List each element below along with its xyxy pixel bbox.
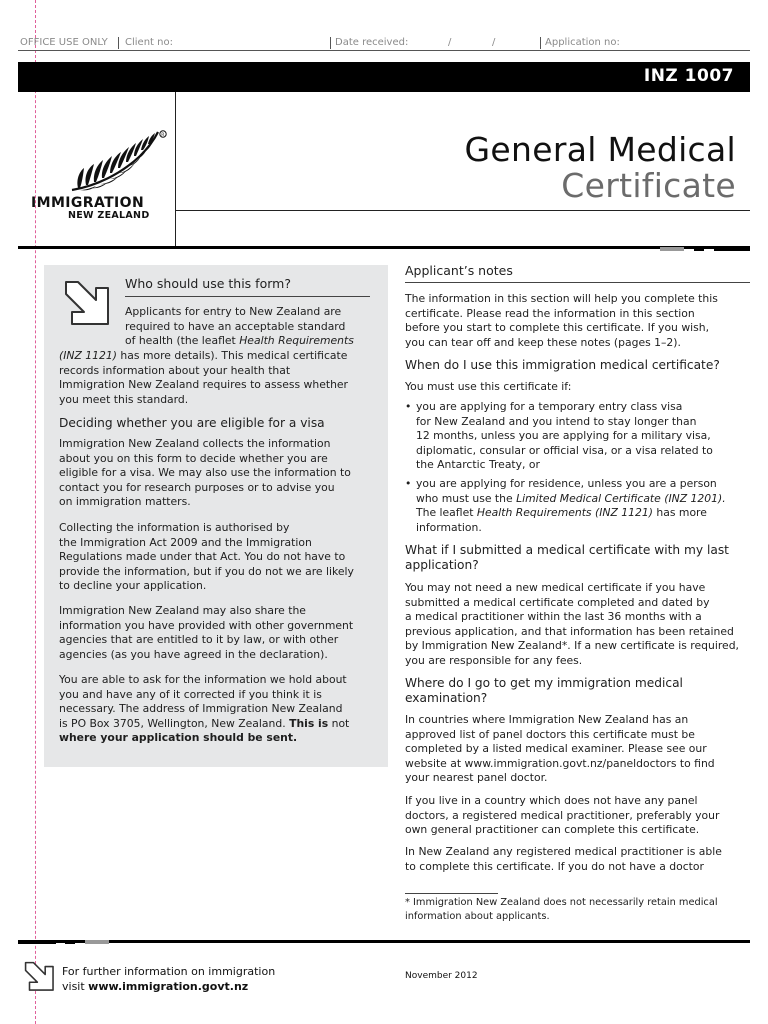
deciding-p4-not: not — [328, 716, 350, 730]
header-vertical-divider — [175, 92, 176, 247]
applicants-notes-title: Applicant’s notes — [405, 263, 513, 278]
logo-new-zealand: NEW ZEALAND — [68, 210, 150, 221]
logo-immigration: IMMIGRATION — [31, 195, 145, 211]
notes-title-rule — [405, 282, 750, 283]
footer-date: November 2012 — [405, 971, 478, 981]
question-when-use-lead: You must use this certificate if: — [405, 380, 572, 393]
footer-dash — [65, 940, 75, 944]
tear-off-cut-line — [35, 0, 36, 1024]
footnote: * Immigration New Zealand does not necessarily retain medical information about applicants. — [405, 897, 718, 922]
who-heading-rule — [125, 296, 370, 297]
question-where-go: Where do I go to get my immigration medical examination? — [405, 676, 683, 705]
bullet-residence-limited: Limited Medical Certificate (INZ 1201). — [516, 491, 726, 505]
bullet-temporary-visa: you are applying for a temporary entry class visa for New Zealand and you intend to stay longer than 12 months, unless you are applying for a military visa, diplomatic, consular or official visa, or a visa related to the Antarctic Treaty, or — [416, 400, 713, 472]
deciding-paragraph-2: Collecting the information is authorised by the Immigration Act 2009 and the Immigration Regulations made under that Act. You do not have to provide the information, but if you do not we are likely to decline your application. — [59, 521, 354, 593]
bullet-mark: • — [405, 400, 412, 413]
bullet-residence-b: The leaflet — [416, 506, 474, 520]
deciding-paragraph-1: Immigration New Zealand collects the information about you on this form to decide whether you are eligible for a visa. We may also use the information to contact you for research purposes or to advise you on immigration matters. — [59, 437, 351, 509]
bullet-residence-a: you are applying for residence, unless you are a person who must use the — [416, 477, 717, 505]
bullet-mark: • — [405, 477, 412, 490]
title-underline — [175, 210, 750, 211]
who-text-leaflet: Health Requirements — [239, 334, 354, 348]
header-dash — [714, 247, 750, 251]
who-text-a: Applicants for entry to New Zealand are required to have an acceptable standard of health (the leaflet — [125, 305, 346, 348]
deciding-p4-bold1: This is — [289, 716, 329, 730]
deciding-paragraph-4 — [59, 673, 379, 746]
form-number: INZ 1007 — [643, 66, 734, 86]
footer-dash — [18, 940, 56, 944]
who-should-use-heading: Who should use this form? — [125, 276, 291, 291]
office-use-label: OFFICE USE ONLY — [20, 37, 108, 48]
form-title-line-1: General Medical — [464, 130, 736, 169]
header-dash — [660, 247, 684, 251]
question-submitted-before: What if I submitted a medical certificate with my last application? — [405, 543, 729, 572]
who-text-b: has more details). This medical certificate records information about your health that Immigration New Zealand requires to assess whether you meet this standard. — [59, 349, 349, 406]
office-use-strip — [18, 34, 750, 51]
answer-where-go-2: If you live in a country which does not have any panel doctors, a registered medical practitioner, preferably your own general practitioner can complete this certificate. — [405, 794, 720, 837]
footer-website-link[interactable]: www.immigration.govt.nz — [88, 979, 249, 993]
application-no-label: Application no: — [545, 37, 620, 48]
date-slash-2: / — [492, 37, 496, 48]
answer-where-go-3: In New Zealand any registered medical practitioner is able to complete this certificate. If you do not have a doctor — [405, 845, 722, 873]
header-dash — [694, 247, 704, 251]
footnote-rule — [405, 893, 498, 894]
deciding-paragraph-3: Immigration New Zealand may also share the information you have provided with other government agencies that are entitled to it by law, or with other agencies (as you have agreed in the declaration). — [59, 604, 354, 661]
date-slash-1: / — [448, 37, 452, 48]
footer-info — [62, 965, 275, 994]
deciding-p4-text: You are able to ask for the information we hold about you and have any of it corrected if you think it is necessary. The address of Immigration New Zealand is PO Box 3705, Wellington, New Zealand. — [59, 673, 347, 730]
arrow-down-right-icon — [58, 278, 112, 334]
deciding-p4-bold2: where your application should be sent. — [59, 731, 298, 745]
footer-info-line-1: For further information on immigration — [62, 965, 276, 978]
svg-text:R: R — [161, 133, 165, 138]
footer-dash — [85, 940, 109, 944]
header-bottom-rule — [18, 246, 750, 249]
bullet-residence — [416, 477, 750, 535]
answer-where-go-1: In countries where Immigration New Zealand has an approved list of panel doctors this certificate must be completed by a listed medical examiner. Please see our website at www.immigration.govt.nz/paneldoctors to find your nearest panel doctor. — [405, 713, 715, 785]
bullet-residence-health: Health Requirements (INZ 1121) — [476, 506, 653, 520]
form-title-line-2: Certificate — [561, 166, 736, 205]
footer-rule — [18, 940, 750, 943]
who-paragraph-cont — [59, 349, 379, 407]
who-paragraph — [125, 305, 375, 349]
date-received-label: Date received: — [335, 37, 409, 48]
form-number-bar — [18, 62, 750, 92]
deciding-heading: Deciding whether you are eligible for a visa — [59, 416, 325, 430]
bullet-residence-c: has more information. — [416, 506, 707, 534]
fern-logo-icon — [66, 128, 170, 198]
answer-submitted-before: You may not need a new medical certificate if you have submitted a medical certificate completed and dated by a medical practitioner within the last 36 months with a previous application, and that information has been retained by Immigration New Zealand*. If a new certificate is required, you are responsible for any fees. — [405, 581, 739, 667]
question-when-use: When do I use this immigration medical certificate? — [405, 358, 720, 372]
client-no-label: Client no: — [125, 37, 173, 48]
who-text-inz1121: (INZ 1121) — [59, 349, 117, 362]
arrow-down-right-icon — [20, 960, 56, 998]
footer-info-visit: visit — [62, 979, 89, 993]
notes-intro: The information in this section will help you complete this certificate. Please read the information in this section before you start to complete this certificate. If you wish, you can tear off and keep these notes (pages 1–2). — [405, 292, 718, 349]
